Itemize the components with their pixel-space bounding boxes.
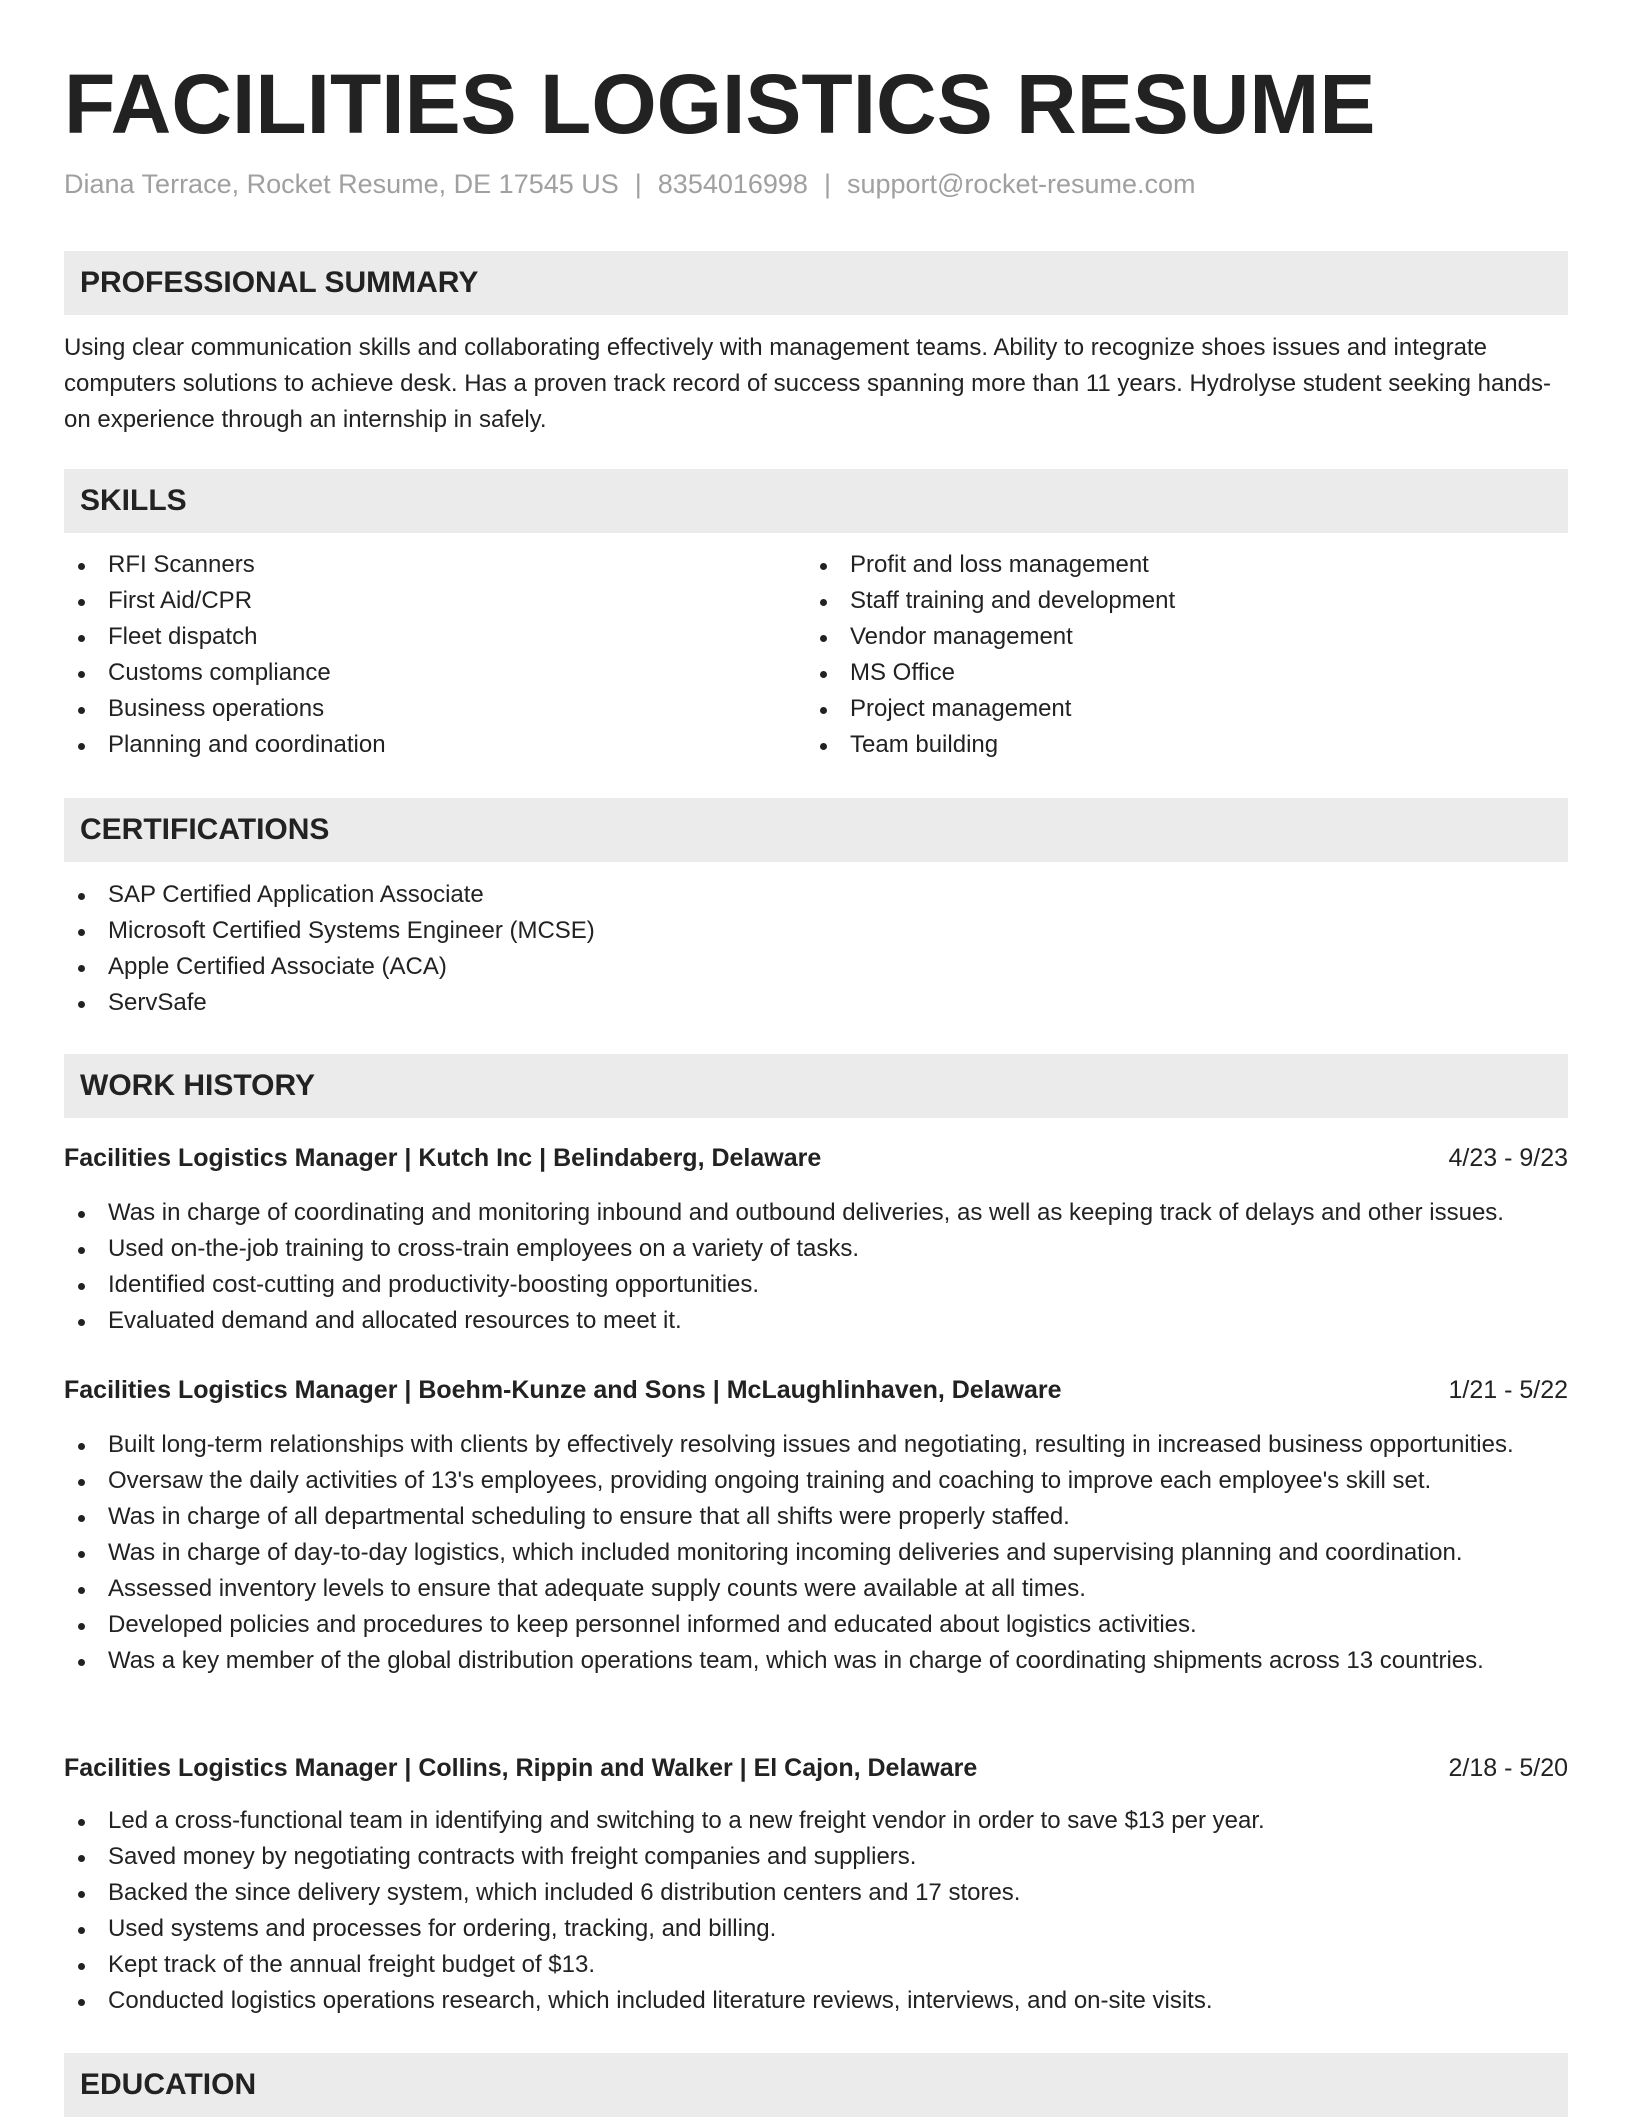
job-bullets (64, 1195, 1568, 1339)
contact-separator: | (823, 169, 831, 199)
list-item: Saved money by negotiating contracts with freight companies and suppliers. (64, 1839, 1568, 1875)
contact-address: Diana Terrace, Rocket Resume, DE 17545 US (64, 169, 619, 199)
list-item: MS Office (806, 655, 1566, 691)
summary-text: Using clear communication skills and collaborating effectively with management teams. Ability to recognize shoes issues and integrate computers solutions to achieve desk. Has a proven track record of success spanning more than 11 years. Hydrolyse student seeking hands-on experience through an internship in safely. (64, 334, 1551, 433)
list-item: Conducted logistics operations research, which included literature reviews, interviews, and on-site visits. (64, 1983, 1568, 2019)
job-bullets (64, 1803, 1568, 2019)
list-item: Microsoft Certified Systems Engineer (MCSE) (64, 913, 1568, 949)
list-item: Oversaw the daily activities of 13's employees, providing ongoing training and coaching to improve each employee's skill set. (64, 1463, 1568, 1499)
summary-heading: PROFESSIONAL SUMMARY (64, 251, 1568, 315)
list-item: Was a key member of the global distribution operations team, which was in charge of coordinating shipments across 13 countries. (64, 1643, 1568, 1679)
list-item: Used on-the-job training to cross-train employees on a variety of tasks. (64, 1231, 1568, 1267)
list-item: Fleet dispatch (64, 619, 804, 655)
job-bullets (64, 1427, 1568, 1679)
contact-separator: | (634, 169, 642, 199)
skills-heading: SKILLS (64, 469, 1568, 533)
list-item: Was in charge of day-to-day logistics, which included monitoring incoming deliveries and supervising planning and coordination. (64, 1535, 1568, 1571)
list-item: Project management (806, 691, 1566, 727)
resume-title: FACILITIES LOGISTICS RESUME (64, 57, 1376, 151)
list-item: Assessed inventory levels to ensure that adequate supply counts were available at all times. (64, 1571, 1568, 1607)
list-item: Backed the since delivery system, which included 6 distribution centers and 17 stores. (64, 1875, 1568, 1911)
job-title: Facilities Logistics Manager | Collins, Rippin and Walker | El Cajon, Delaware (64, 1754, 978, 1782)
list-item: Staff training and development (806, 583, 1566, 619)
job-title: Facilities Logistics Manager | Boehm-Kunze and Sons | McLaughlinhaven, Delaware (64, 1376, 1062, 1404)
list-item: Identified cost-cutting and productivity-boosting opportunities. (64, 1267, 1568, 1303)
list-item: Profit and loss management (806, 547, 1566, 583)
job-dates: 1/21 - 5/22 (1448, 1376, 1568, 1404)
list-item: Customs compliance (64, 655, 804, 691)
contact-phone: 8354016998 (657, 169, 808, 199)
job-header (64, 1750, 1568, 1786)
list-item: Team building (806, 727, 1566, 763)
list-item: Apple Certified Associate (ACA) (64, 949, 1568, 985)
list-item: SAP Certified Application Associate (64, 877, 1568, 913)
job-dates: 4/23 - 9/23 (1448, 1144, 1568, 1172)
job-header (64, 1140, 1568, 1176)
list-item: Was in charge of coordinating and monitoring inbound and outbound deliveries, as well as keeping track of delays and other issues. (64, 1195, 1568, 1231)
list-item: Evaluated demand and allocated resources to meet it. (64, 1303, 1568, 1339)
list-item: Kept track of the annual freight budget of $13. (64, 1947, 1568, 1983)
list-item: Business operations (64, 691, 804, 727)
job-header (64, 1372, 1568, 1408)
list-item: Built long-term relationships with clients by effectively resolving issues and negotiating, resulting in increased business opportunities. (64, 1427, 1568, 1463)
list-item: First Aid/CPR (64, 583, 804, 619)
work-history-heading: WORK HISTORY (64, 1054, 1568, 1118)
list-item: Used systems and processes for ordering, tracking, and billing. (64, 1911, 1568, 1947)
education-heading: EDUCATION (64, 2053, 1568, 2117)
list-item: Developed policies and procedures to keep personnel informed and educated about logistics activities. (64, 1607, 1568, 1643)
list-item: ServSafe (64, 985, 1568, 1021)
job-title: Facilities Logistics Manager | Kutch Inc | Belindaberg, Delaware (64, 1144, 822, 1172)
list-item: Led a cross-functional team in identifying and switching to a new freight vendor in order to save $13 per year. (64, 1803, 1568, 1839)
list-item: Was in charge of all departmental scheduling to ensure that all shifts were properly staffed. (64, 1499, 1568, 1535)
skills-list-right (806, 547, 1566, 763)
list-item: RFI Scanners (64, 547, 804, 583)
list-item: Planning and coordination (64, 727, 804, 763)
job-dates: 2/18 - 5/20 (1448, 1754, 1568, 1782)
contact-email: support@rocket-resume.com (846, 169, 1196, 199)
skills-list-left (64, 547, 804, 763)
certifications-heading: CERTIFICATIONS (64, 798, 1568, 862)
list-item: Vendor management (806, 619, 1566, 655)
certifications-list (64, 877, 1568, 1021)
contact-line (64, 166, 1196, 202)
